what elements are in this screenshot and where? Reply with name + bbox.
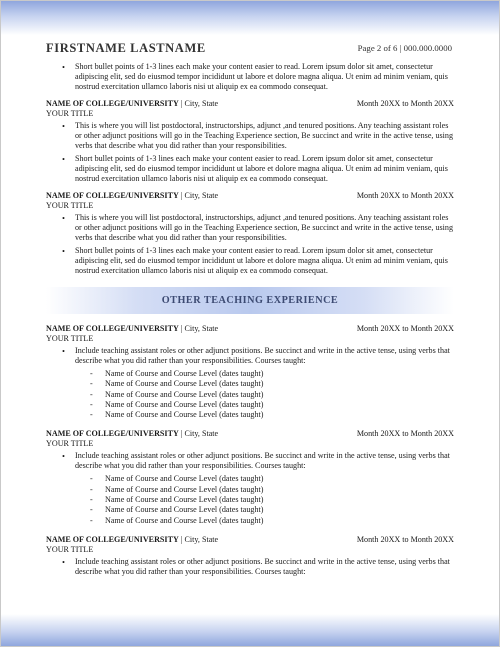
entry-school: NAME OF COLLEGE/UNIVERSITY: [46, 429, 179, 439]
course-item: - Name of Course and Course Level (dates taught): [46, 516, 454, 526]
course-item: - Name of Course and Course Level (dates taught): [46, 495, 454, 505]
entry-bullet: • This is where you will list postdoctoral, instructorships, adjunct ,and tenured positions. Any teaching assistant roles or other adjunct positions will go in the Teaching Experience section, Be succinct and write in the active tense, using verbs that describe what you did rather than your responsibilities.: [46, 213, 454, 243]
entry-title: YOUR TITLE: [46, 109, 94, 118]
entry-location: | City, State: [178, 534, 219, 544]
entry-school: NAME OF COLLEGE/UNIVERSITY: [46, 99, 179, 108]
entry-school-line: [46, 191, 218, 201]
entry-bullet-list: [46, 557, 454, 577]
resume-content: [46, 62, 454, 577]
course-list: [46, 474, 454, 525]
entry-bullet: • This is where you will list postdoctoral, instructorships, adjunct ,and tenured positions. Any teaching assistant roles or other adjunct positions will go in the Teaching Experience section, Be succinct and write in the active tense, using verbs that describe what you did rather than your responsibilities.: [46, 121, 454, 151]
course-item: - Name of Course and Course Level (dates taught): [46, 485, 454, 495]
course-item: - Name of Course and Course Level (dates taught): [46, 390, 454, 400]
entry-header: [46, 535, 454, 545]
entry-header: [46, 324, 454, 334]
course-list: [46, 369, 454, 420]
header-gradient-band: [1, 1, 499, 35]
entry-school-line: [46, 324, 218, 334]
entry-school-line: [46, 99, 218, 109]
entry-dates: Month 20XX to Month 20XX: [356, 534, 454, 544]
entry-bullet: • Short bullet points of 1-3 lines each make your content easier to read. Lorem ipsum dolor sit amet, consectetur adipiscing elit, sed do eiusmod tempor incididunt ut labore et dolore magna aliqua. Ut enim ad minim veniam, quis nostrud exercitation ullamco laboris nisi ut aliquip ex ea commodo consequat.: [46, 154, 454, 184]
intro-bullet-list: [46, 62, 454, 92]
entry-dates: Month 20XX to Month 20XX: [356, 429, 454, 439]
entry-location: | City, State: [178, 429, 219, 439]
intro-bullet: • Short bullet points of 1-3 lines each make your content easier to read. Lorem ipsum dolor sit amet, consectetur adipiscing elit, sed do eiusmod tempor incididunt ut labore et dolore magna aliqua. Ut enim ad minim veniam, quis nostrud exercitation ullamco laboris nisi ut aliquip ex ea commodo consequat.: [46, 62, 454, 92]
entry-bullet-list: [46, 213, 454, 276]
entry-bullet: • Short bullet points of 1-3 lines each make your content easier to read. Lorem ipsum dolor sit amet, consectetur adipiscing elit, sed do eiusmod tempor incididunt ut labore et dolore magna aliqua. Ut enim ad minim veniam, quis nostrud exercitation ullamco laboris nisi ut aliquip ex ea commodo consequat.: [46, 246, 454, 276]
course-item: - Name of Course and Course Level (dates taught): [46, 410, 454, 420]
entry-dates: Month 20XX to Month 20XX: [356, 191, 454, 200]
entry-school: NAME OF COLLEGE/UNIVERSITY: [46, 324, 179, 333]
section-heading: OTHER TEACHING EXPERIENCE: [161, 295, 339, 306]
entry-header: [46, 191, 454, 201]
entry-dates: Month 20XX to Month 20XX: [356, 324, 454, 333]
footer-gradient-band: [1, 614, 499, 646]
entry-location: | City, State: [178, 191, 219, 200]
course-item: - Name of Course and Course Level (dates taught): [46, 400, 454, 410]
entry-bullet-list: [46, 121, 454, 184]
course-item: - Name of Course and Course Level (dates taught): [46, 379, 454, 389]
course-item: - Name of Course and Course Level (dates taught): [46, 369, 454, 379]
course-item: - Name of Course and Course Level (dates taught): [46, 474, 454, 484]
entry-bullet-list: [46, 451, 454, 471]
entry-dates: Month 20XX to Month 20XX: [356, 99, 454, 108]
entry-title: YOUR TITLE: [46, 544, 94, 554]
section-heading-bar: [46, 287, 454, 314]
entry-location: | City, State: [178, 324, 219, 333]
entry-school: NAME OF COLLEGE/UNIVERSITY: [46, 534, 179, 544]
entry-bullet: • Include teaching assistant roles or other adjunct positions. Be succinct and write in the active tense, using verbs that describe what you did rather than your responsibilities. Courses taught:: [46, 346, 454, 366]
entry-school-line: [46, 429, 218, 439]
entry-title: YOUR TITLE: [46, 334, 94, 343]
entry-header: [46, 429, 454, 439]
entry-bullet-list: [46, 346, 454, 366]
course-item: - Name of Course and Course Level (dates taught): [46, 505, 454, 515]
page-info: Page 2 of 6 | 000.000.0000: [357, 43, 452, 53]
entry-title: YOUR TITLE: [46, 439, 94, 449]
entry-school-line: [46, 535, 218, 545]
candidate-name: FIRSTNAME LASTNAME: [46, 41, 206, 55]
entry-title: YOUR TITLE: [46, 201, 94, 210]
entry-school: NAME OF COLLEGE/UNIVERSITY: [46, 191, 179, 200]
entry-bullet: • Include teaching assistant roles or other adjunct positions. Be succinct and write in the active tense, using verbs that describe what you did rather than your responsibilities. Courses taught:: [46, 451, 454, 471]
entry-location: | City, State: [178, 99, 219, 108]
entry-bullet: • Include teaching assistant roles or other adjunct positions. Be succinct and write in the active tense, using verbs that describe what you did rather than your responsibilities. Courses taught:: [46, 557, 454, 577]
entry-header: [46, 99, 454, 109]
